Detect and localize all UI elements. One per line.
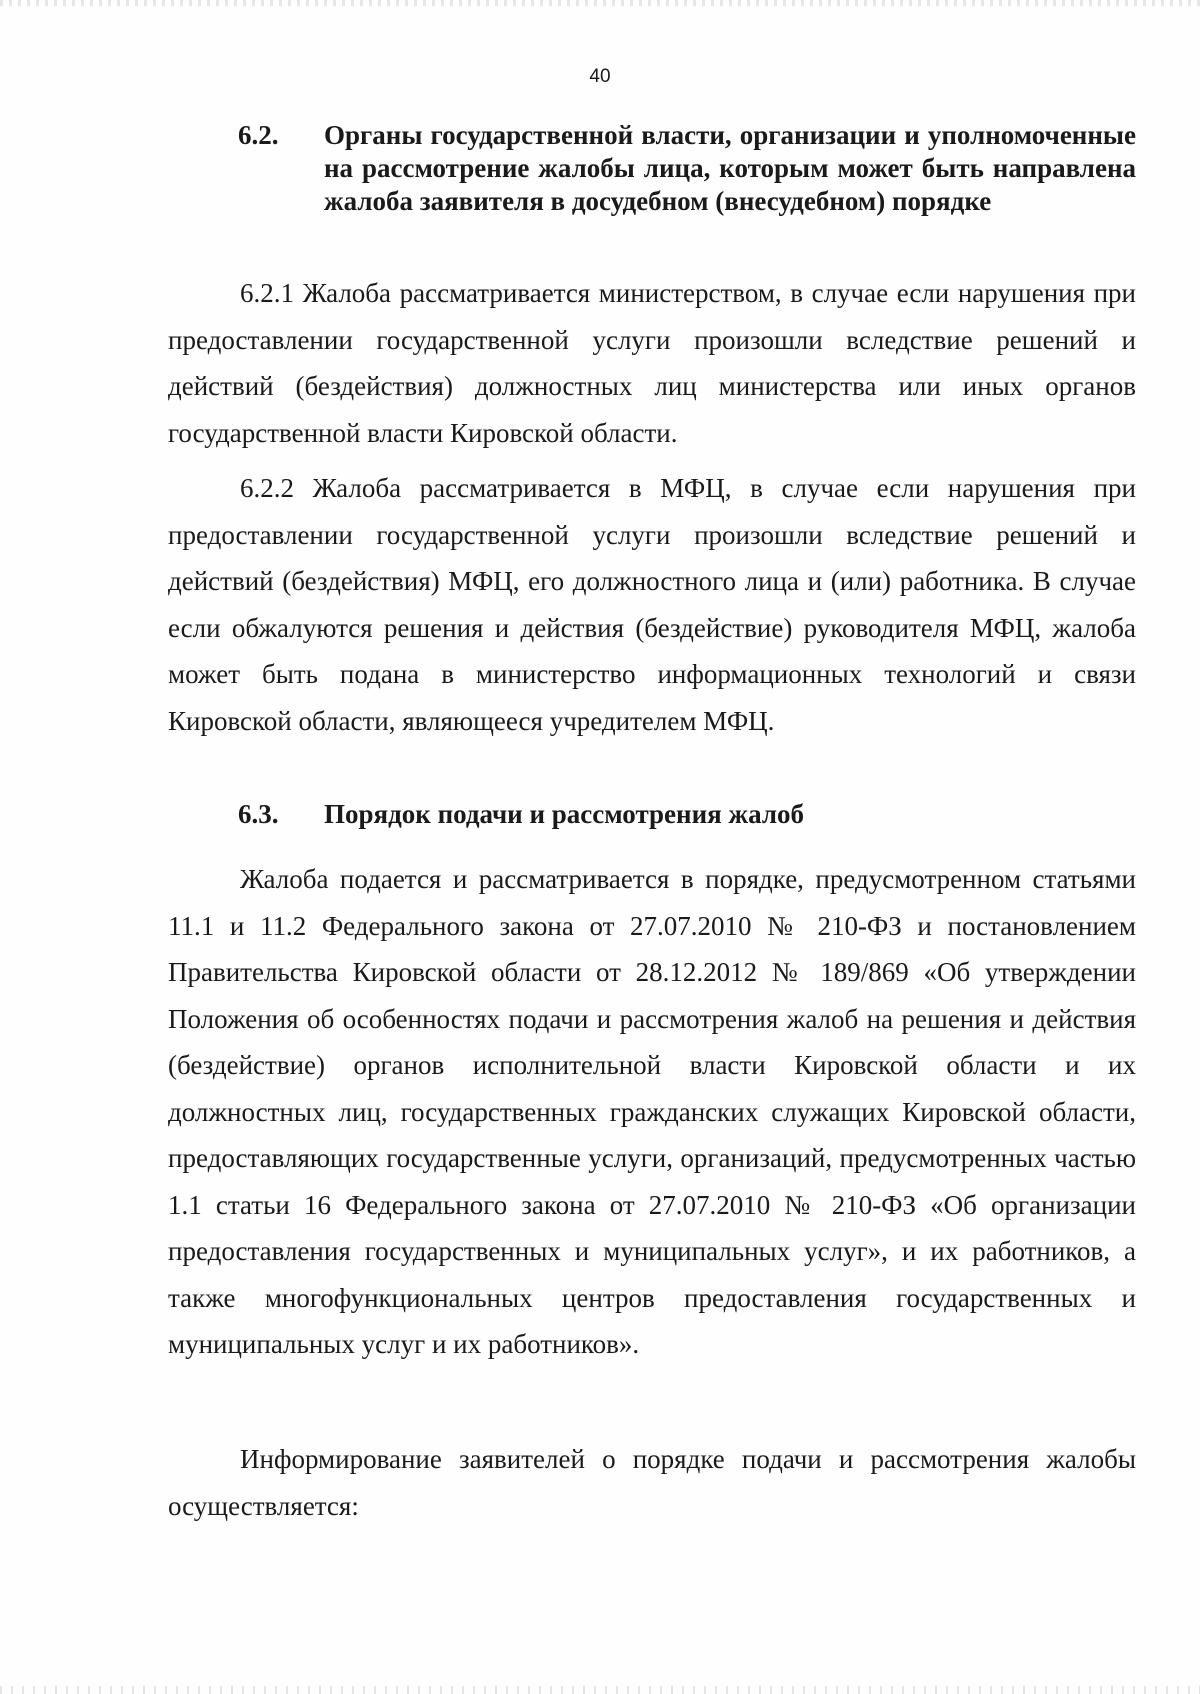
section-number: 6.2.: [238, 120, 279, 150]
paragraph-6-2-2: 6.2.2 Жалоба рассматривается в МФЦ, в случае если нарушения при предоставлении государственной услуги произошли вследствие решений и действий (бездействия) МФЦ, его должностного лица и (или) работника. В случае если обжалуются решения и действия (бездействие) руководителя МФЦ, жалоба может быть подана в министерство информационных технологий и связи Кировской области, являющееся учредителем МФЦ.: [168, 473, 1136, 736]
scan-edge-bottom: [0, 1686, 1200, 1694]
paragraph-informing: Информирование заявителей о порядке подачи и рассмотрения жалобы осуществляется:: [168, 1444, 1136, 1521]
section-number: 6.3.: [238, 799, 279, 829]
paragraph-6-2-1: 6.2.1 Жалоба рассматривается министерством, в случае если нарушения при предоставлении государственной услуги произошли вследствие решений и действий (бездействия) должностных лиц министерства или иных органов государственной власти Кировской области.: [168, 278, 1136, 448]
section-title: Порядок подачи и рассмотрения жалоб: [324, 799, 804, 829]
scan-edge-top: [0, 0, 1200, 6]
section-heading-6-3: [238, 798, 1136, 838]
section-title: Органы государственной власти, организации и уполномоченные на рассмотрение жалобы лица, которым может быть направлена жалоба заявителя в досудебном (внесудебном) порядке: [324, 120, 1136, 216]
page-number: 40: [589, 66, 611, 87]
section-heading-6-2: [238, 119, 1136, 259]
paragraph-complaint-procedure: Жалоба подается и рассматривается в порядке, предусмотренном статьями 11.1 и 11.2 Федерального закона от 27.07.2010 № 210-ФЗ и постановлением Правительства Кировской области от 28.12.2012 № 189/869 «Об утверждении Положения об особенностях подачи и рассмотрения жалоб на решения и действия (бездействие) органов исполнительной власти Кировской области и их должностных лиц, государственных гражданских служащих Кировской области, предоставляющих государственные услуги, организаций, предусмотренных частью 1.1 статьи 16 Федерального закона от 27.07.2010 № 210-ФЗ «Об организации предоставления государственных и муниципальных услуг», и их работников, а также многофункциональных центров предоставления государственных и муниципальных услуг и их работников».: [168, 864, 1136, 1359]
